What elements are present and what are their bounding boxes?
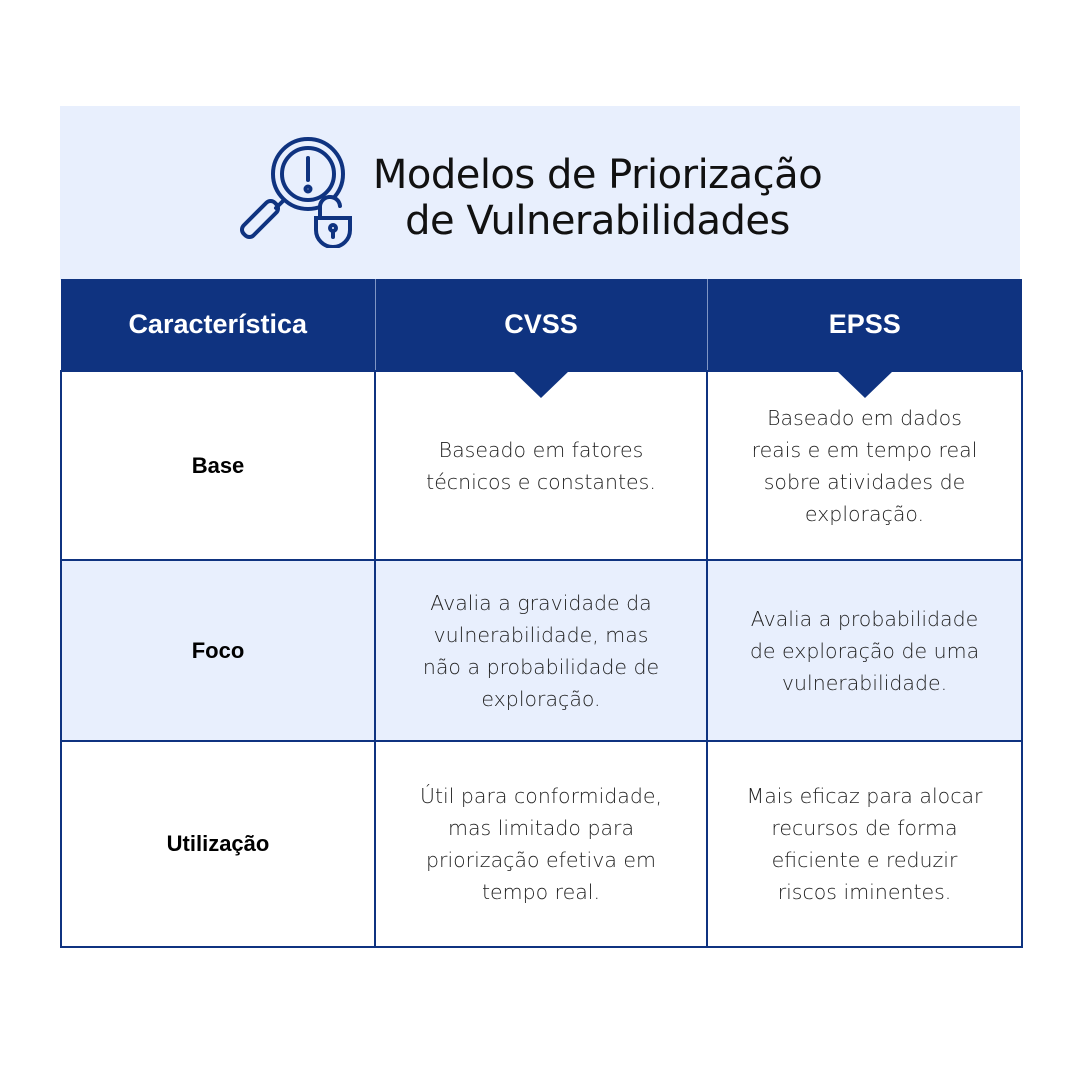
row-label: Base <box>61 371 375 560</box>
cvss-cell: Baseado em fatores técnicos e constantes. <box>375 371 707 560</box>
row-label: Foco <box>61 560 375 741</box>
magnifier-alert-unlock-icon <box>234 136 354 248</box>
pointer-arrow <box>836 370 894 398</box>
header-epss <box>707 279 1022 371</box>
cvss-cell: Útil para conformidade, mas limitado para priorização efetiva em tempo real. <box>375 741 707 947</box>
comparison-table <box>60 279 1023 948</box>
header-characteristic: Característica <box>61 279 375 371</box>
title-line-2: de Vulnerabilidades <box>405 198 790 244</box>
epss-cell: Baseado em dados reais e em tempo real sobre atividades de exploração. <box>707 371 1022 560</box>
table-row <box>61 741 1022 947</box>
table-row <box>61 371 1022 560</box>
header-cvss-label: CVSS <box>504 309 578 339</box>
row-label: Utilização <box>61 741 375 947</box>
header-row <box>61 279 1022 371</box>
title-line-1: Modelos de Priorização <box>372 152 823 198</box>
cvss-cell: Avalia a gravidade da vulnerabilidade, mas não a probabilidade de exploração. <box>375 560 707 741</box>
epss-cell: Avalia a probabilidade de exploração de uma vulnerabilidade. <box>707 560 1022 741</box>
table-row <box>61 560 1022 741</box>
header-cvss <box>375 279 707 371</box>
page-title <box>360 152 835 244</box>
pointer-arrow <box>512 370 570 398</box>
epss-cell: Mais eficaz para alocar recursos de forma eficiente e reduzir riscos iminentes. <box>707 741 1022 947</box>
header-epss-label: EPSS <box>828 309 901 339</box>
